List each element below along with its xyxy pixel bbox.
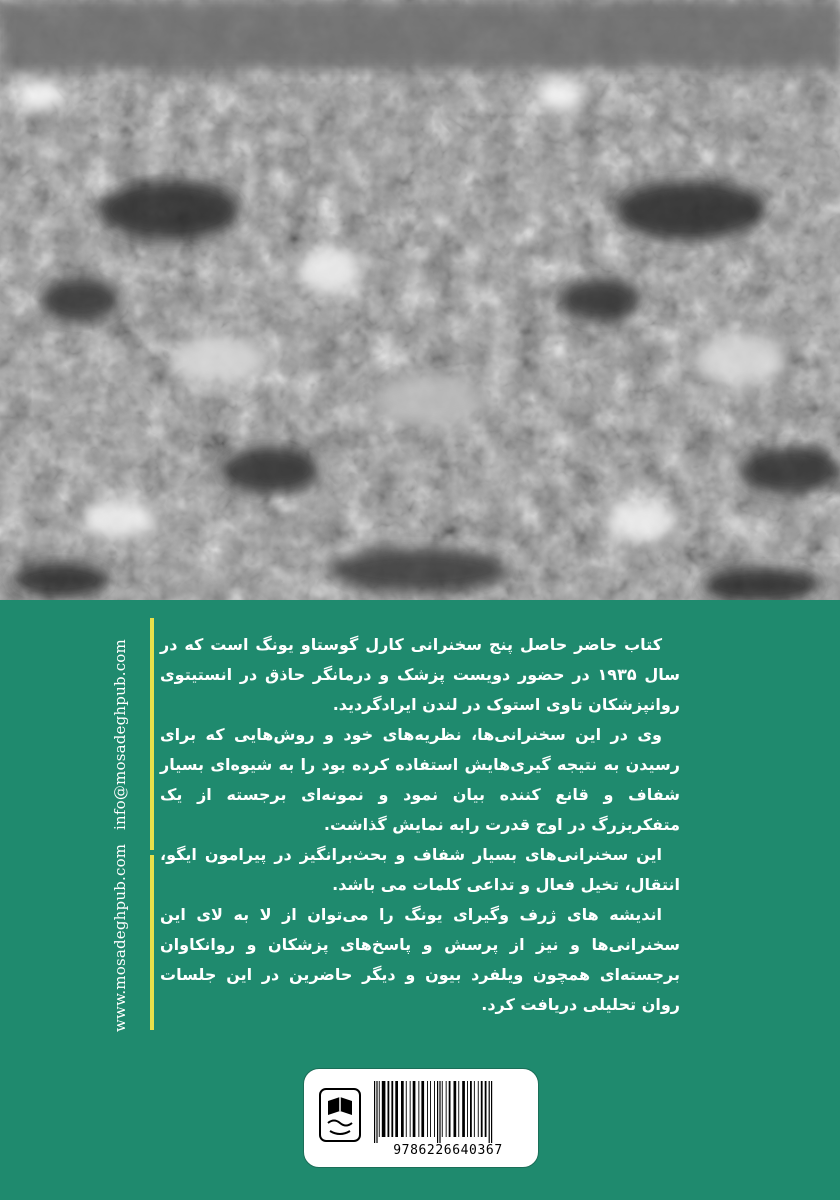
barcode-bar — [413, 1081, 416, 1137]
barcode-bar — [427, 1081, 428, 1137]
barcode-bar — [470, 1081, 472, 1137]
barcode-bar — [474, 1081, 475, 1137]
barcode-bar — [454, 1081, 457, 1137]
accent-line-top — [150, 618, 154, 850]
barcode-bar — [481, 1081, 483, 1137]
barcode-bar — [401, 1081, 404, 1137]
barcode-bar — [379, 1081, 380, 1137]
barcode-bar — [467, 1081, 468, 1137]
barcode-bar — [439, 1081, 440, 1143]
email-text: info@mosadeghpub.com — [111, 639, 129, 831]
barcode-bar — [442, 1081, 443, 1137]
barcode-bars — [372, 1081, 524, 1143]
barcode-bar — [376, 1081, 377, 1143]
accent-line-bottom — [150, 855, 154, 1030]
barcode-bar — [449, 1081, 451, 1137]
back-cover-panel — [0, 600, 840, 1200]
barcode-bar — [395, 1081, 398, 1137]
barcode-bar — [418, 1081, 419, 1137]
barcode-bar — [430, 1081, 431, 1137]
barcode-bar — [485, 1081, 487, 1137]
book-emblem-icon — [318, 1087, 362, 1143]
isbn-number: 9786226640367 — [393, 1143, 503, 1158]
description-paragraph-3: این سخنرانی‌های بسیار شفاف و بحث‌برانگیز در پیرامون ایگو، انتقال، تخیل فعال و تداعی کلمات می باشد. — [160, 845, 680, 894]
barcode-box — [303, 1068, 539, 1168]
barcode-bar — [382, 1081, 386, 1137]
barcode-bar — [458, 1081, 459, 1137]
barcode-bar — [478, 1081, 479, 1137]
barcode-bar — [489, 1081, 490, 1143]
description-paragraph-1: کتاب حاضر حاصل پنج سخنرانی کارل گوستاو یونگ است که در سال ۱۹۳۵ در حضور دویست پزشک و درمانگر حاذق در انستیتوی روانپزشکان تاوی استوک در لندن ایرادگردید. — [160, 635, 680, 714]
barcode-bar — [388, 1081, 390, 1137]
barcode-bar — [462, 1081, 465, 1137]
barcode-bar — [446, 1081, 447, 1137]
description-paragraph-2: وی در این سخنرانی‌ها، نظریه‌های خود و روش‌هایی که برای رسیدن به نتیجه گیری‌هایش استفاده کرده بود را به شیوه‌ای بسیار شفاف و قانع کننده بیان نمود و نمونه‌ای برجسته از یک متفکربزرگ در اوج قدرت رابه نمایش گذاشت. — [160, 725, 680, 834]
barcode-bar — [374, 1081, 375, 1143]
description-paragraph-4: اندیشه های ژرف وگیرای یونگ را می‌توان از لا به لای این سخنرانی‌ها و نیز از پرسش و پاسخ‌های پزشکان و روانکاوان برجسته‌ای همچون ویلفرد بیون و دیگر حاضرین در این جلسات روان تحلیلی دریافت کرد. — [160, 905, 680, 1014]
barcode-bar — [491, 1081, 492, 1143]
website-text: www.mosadeghpub.com — [111, 843, 129, 1032]
barcode-bar — [406, 1081, 407, 1137]
barcode-bar — [421, 1081, 424, 1137]
barcode-bar — [437, 1081, 438, 1143]
barcode-bar — [434, 1081, 435, 1137]
barcode-bar — [410, 1081, 411, 1137]
barcode-bar — [391, 1081, 393, 1137]
book-description — [160, 630, 680, 1020]
